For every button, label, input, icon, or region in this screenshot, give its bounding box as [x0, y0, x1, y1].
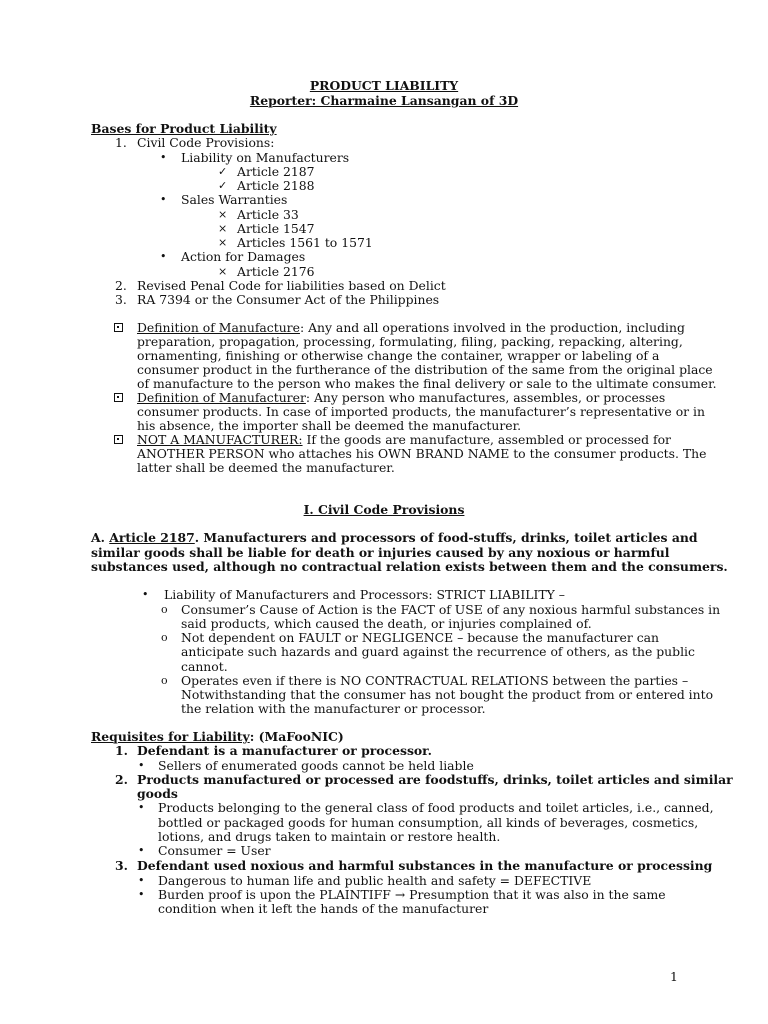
list-item: Defendant is a manufacturer or processor. [137, 743, 432, 758]
definition-text: : Any and all operations involved in the production, including [299, 320, 685, 335]
circle-bullet-icon: o [161, 603, 168, 616]
list-item: Products manufactured or processed are foodstuffs, drinks, toilet articles and similar [137, 772, 733, 787]
list-item: RA 7394 or the Consumer Act of the Philippines [137, 292, 440, 307]
definition-line [137, 391, 665, 405]
list-item: Defendant used noxious and harmful substances in the manufacture or processing [137, 858, 713, 873]
cross-icon: × [218, 208, 228, 221]
list-item: anticipate such hazards and guard against the recurrence of others, as the public [181, 644, 695, 659]
definition-term: NOT A MANUFACTURER: [137, 432, 303, 447]
square-bullet-icon [114, 323, 123, 332]
list-item: Products belonging to the general class of food products and toilet articles, i.e., canned, [158, 800, 714, 815]
list-number: 2. [115, 278, 127, 293]
list-number: 3. [115, 858, 128, 873]
definition-line: consumer product in the furtherance of the distribution of the same from the original place [137, 362, 713, 377]
cross-icon: × [218, 265, 228, 278]
definition-line: latter shall be deemed the manufacturer. [137, 460, 395, 475]
requisites-heading: Requisites for Liability [91, 729, 250, 744]
list-item: cannot. [181, 659, 228, 674]
list-item: Operates even if there is NO CONTRACTUAL RELATIONS between the parties – [181, 673, 689, 688]
list-item: Burden proof is upon the PLAINTIFF → Presumption that it was also in the same [158, 887, 666, 902]
list-item: lotions, and drugs taken to maintain or restore health. [158, 829, 501, 844]
bullet-icon: • [138, 844, 145, 857]
definition-line [137, 433, 671, 447]
article-prefix: A. [91, 530, 110, 545]
bullet-icon: • [160, 250, 167, 263]
list-number: 3. [115, 292, 127, 307]
definition-line: ANOTHER PERSON who attaches his OWN BRAND NAME to the consumer products. The [137, 446, 707, 461]
article-item: Article 1547 [237, 221, 315, 236]
article-item: Article 2188 [237, 178, 315, 193]
bullet-icon: • [138, 759, 145, 772]
section-heading: I. Civil Code Provisions [303, 502, 465, 517]
article-item: Article 2187 [237, 164, 315, 179]
circle-bullet-icon: o [161, 631, 168, 644]
article-text: . Manufacturers and processors of food-stuffs, drinks, toilet articles and [194, 530, 698, 545]
definition-term: Definition of Manufacturer [137, 390, 306, 405]
bullet-icon: • [138, 888, 145, 901]
list-item: Sellers of enumerated goods cannot be held liable [158, 758, 474, 773]
definition-line: his absence, the importer shall be deemed the manufacturer. [137, 418, 522, 433]
list-item: Dangerous to human life and public health and safety = DEFECTIVE [158, 873, 592, 888]
bases-heading: Bases for Product Liability [91, 121, 277, 136]
article-item: Article 33 [237, 207, 299, 222]
list-number: 2. [115, 772, 128, 787]
list-item: condition when it left the hands of the manufacturer [158, 901, 489, 916]
article-item: Article 2176 [237, 264, 315, 279]
list-item: Not dependent on FAULT or NEGLIGENCE – because the manufacturer can [181, 630, 660, 645]
list-item: goods [137, 786, 178, 801]
list-number: 1. [115, 743, 128, 758]
article-line: substances used, although no contractual relation exists between them and the consumers. [91, 559, 728, 574]
definition-line: consumer products. In case of imported products, the manufacturer’s representative or in [137, 404, 705, 419]
cross-icon: × [218, 236, 228, 249]
bullet-icon: • [160, 193, 167, 206]
article-line [91, 531, 698, 545]
definition-line: ornamenting, finishing or otherwise change the container, wrapper or labeling of a [137, 348, 660, 363]
definition-term: Definition of Manufacture [137, 320, 300, 335]
list-item: bottled or packaged goods for human consumption, all kinds of beverages, cosmetics, [158, 815, 699, 830]
list-item: Notwithstanding that the consumer has not bought the product from or entered into [181, 687, 714, 702]
definition-text: If the goods are manufacture, assembled or processed for [302, 432, 671, 447]
square-bullet-icon [114, 435, 123, 444]
definition-text: : Any person who manufactures, assembles, or processes [305, 390, 666, 405]
article-name: Article 2187 [109, 530, 195, 545]
requisites-tag: : (MaFooNIC) [249, 729, 344, 744]
circle-bullet-icon: o [161, 674, 168, 687]
bullet-icon: • [138, 801, 145, 814]
list-item: Revised Penal Code for liabilities based on Delict [137, 278, 446, 293]
list-item: Civil Code Provisions: [137, 135, 275, 150]
list-item: the relation with the manufacturer or processor. [181, 701, 486, 716]
definition-line: of manufacture to the person who makes the final delivery or sale to the ultimate consumer. [137, 376, 717, 391]
page-title: PRODUCT LIABILITY [309, 78, 459, 93]
page-number: 1 [670, 969, 678, 984]
list-item: Liability of Manufacturers and Processors: STRICT LIABILITY – [164, 587, 565, 602]
reporter-line: Reporter: Charmaine Lansangan of 3D [249, 93, 519, 108]
definition-line [137, 321, 685, 335]
requisites-heading-line [91, 730, 344, 744]
list-item: Consumer = User [158, 843, 271, 858]
list-number: 1. [115, 135, 127, 150]
article-line: similar goods shall be liable for death or injuries caused by any noxious or harmful [91, 545, 670, 560]
square-bullet-icon [114, 393, 123, 402]
list-item: said products, which caused the death, or injuries complained of. [181, 616, 592, 631]
bullet-icon: • [138, 874, 145, 887]
definition-line: preparation, propagation, processing, formulating, filing, packing, repacking, altering, [137, 334, 683, 349]
article-item: Articles 1561 to 1571 [237, 235, 373, 250]
list-item: Sales Warranties [181, 192, 288, 207]
bullet-icon: • [142, 588, 149, 601]
list-item: Action for Damages [181, 249, 306, 264]
list-item: Consumer’s Cause of Action is the FACT of USE of any noxious harmful substances in [181, 602, 721, 617]
list-item: Liability on Manufacturers [181, 150, 350, 165]
checkmark-icon: ✓ [218, 165, 228, 178]
checkmark-icon: ✓ [218, 179, 228, 192]
cross-icon: × [218, 222, 228, 235]
bullet-icon: • [160, 151, 167, 164]
